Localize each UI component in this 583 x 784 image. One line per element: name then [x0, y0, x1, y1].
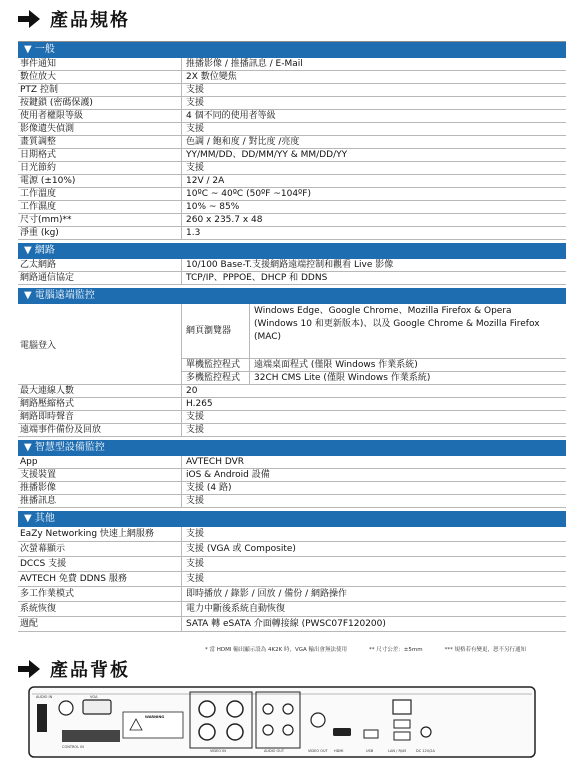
- spec-value: 支援 (VGA 或 Composite): [186, 544, 296, 554]
- browser-label: 網頁瀏覽器: [182, 304, 250, 358]
- spec-value: 1.3: [186, 228, 201, 238]
- audio-in-port: [37, 704, 47, 732]
- spec-label: EaZy Networking 快速上網服務: [18, 527, 182, 541]
- spec-row: [18, 272, 566, 285]
- pc-login-options: [182, 304, 566, 384]
- back-heading-text: 產品背板: [50, 660, 130, 681]
- spec-label: 影像遺失偵測: [18, 123, 182, 135]
- spec-value: 支援: [186, 425, 205, 435]
- spec-label: 支援裝置: [18, 469, 182, 481]
- control-in-label: CONTROL IN: [62, 745, 84, 749]
- spec-label: 電源 (±10%): [18, 175, 182, 187]
- spec-label: PTZ 控制: [18, 84, 182, 96]
- rca-port: [263, 704, 273, 714]
- spec-value: 支援: [186, 163, 205, 173]
- spec-label: 推播訊息: [18, 495, 182, 507]
- spec-row: [18, 214, 566, 227]
- spec-label: DCCS 支援: [18, 557, 182, 571]
- dc-label: DC 12V/2A: [416, 749, 435, 753]
- spec-label: 日期格式: [18, 149, 182, 161]
- arrow-right-icon: [18, 10, 40, 28]
- spec-value: 支援: [186, 559, 205, 569]
- spec-label: 系統恢復: [18, 602, 182, 616]
- footnotes: [205, 645, 526, 653]
- spec-value: 20: [186, 386, 198, 396]
- spec-row: [18, 587, 566, 602]
- terminal-block: [62, 730, 120, 742]
- spec-label: 乙太網路: [18, 259, 182, 271]
- audio-out-label: AUDIO OUT: [264, 749, 285, 753]
- footnote: *** 規格若有變更，恕不另行通知: [444, 647, 527, 653]
- spec-table: [18, 41, 566, 632]
- spec-label: 淨重 (kg): [18, 227, 182, 239]
- spec-label: 事件通知: [18, 58, 182, 70]
- footnote: ** 尺寸公差：±5mm: [368, 647, 423, 653]
- browser-value: [250, 304, 566, 358]
- single-monitor-row: [182, 359, 566, 372]
- spec-label: 推播影像: [18, 482, 182, 494]
- spec-label: 工作濕度: [18, 201, 182, 213]
- section-general: [18, 58, 566, 240]
- spec-value: 4 個不同的使用者等級: [186, 111, 276, 121]
- spec-row: [18, 84, 566, 97]
- bnc-port: [227, 724, 243, 740]
- bnc-port: [199, 724, 215, 740]
- back-heading: [18, 656, 130, 682]
- spec-value: 色調 / 飽和度 / 對比度 /亮度: [186, 137, 300, 147]
- spec-value: 支援: [186, 496, 205, 506]
- back-panel-illustration: [28, 686, 536, 758]
- spec-row: [18, 424, 566, 437]
- section-network: [18, 259, 566, 285]
- rca-port: [263, 725, 273, 735]
- spec-value: H.265: [186, 399, 213, 409]
- spec-value: YY/MM/DD、DD/MM/YY & MM/DD/YY: [186, 150, 348, 160]
- spec-value: 支援: [186, 124, 205, 134]
- browser-line: (MAC): [254, 332, 282, 342]
- spec-row: [18, 149, 566, 162]
- single-monitor-value: 遠端桌面程式 (僅限 Windows 作業系統): [254, 360, 418, 370]
- spec-label: 網路即時聲音: [18, 411, 182, 423]
- spec-value: 支援: [186, 412, 205, 422]
- spec-row: [18, 456, 566, 469]
- browser-line: Windows Edge、Google Chrome、Mozilla Firefox & Opera: [254, 306, 512, 316]
- spec-value: TCP/IP、PPPOE、DHCP 和 DDNS: [186, 273, 328, 283]
- spec-row: [18, 110, 566, 123]
- spec-label: 按鍵鎖 (密碼保護): [18, 97, 182, 109]
- lan-label: LAN / RJ45: [388, 749, 407, 753]
- section-remote: [18, 385, 566, 437]
- spec-row: [18, 542, 566, 557]
- section-other-header: ▼ 其他: [18, 511, 566, 527]
- spec-label: AVTECH 免費 DDNS 服務: [18, 572, 182, 586]
- spec-value: SATA 轉 eSATA 介面轉接線 (PWSC07F120200): [186, 619, 386, 629]
- spec-value: 12V / 2A: [186, 176, 225, 186]
- spec-value: 支援 (4 路): [186, 483, 232, 493]
- spec-row: [18, 385, 566, 398]
- bnc-port: [199, 701, 215, 717]
- usb-label: USB: [366, 749, 374, 753]
- spec-label: 使用者權限等級: [18, 110, 182, 122]
- spec-value: 10/100 Base-T.支援網路遠端控制和觀看 Live 影像: [186, 260, 394, 270]
- single-monitor-label: 單機監控程式: [182, 359, 250, 371]
- spec-row: [18, 259, 566, 272]
- pc-login-label: 電腦登入: [18, 304, 182, 384]
- arrow-right-icon: [18, 660, 40, 678]
- spec-heading: [18, 6, 130, 32]
- spec-row: [18, 201, 566, 214]
- rca-port: [283, 725, 293, 735]
- spec-value: 支援: [186, 98, 205, 108]
- spec-row: [18, 495, 566, 508]
- spec-label: 工作溫度: [18, 188, 182, 200]
- pc-login-row: [18, 304, 566, 385]
- multi-monitor-label: 多機監控程式: [182, 372, 250, 384]
- spec-value: 推播影像 / 推播訊息 / E-Mail: [186, 59, 303, 69]
- section-general-header: ▼ 一般: [18, 42, 566, 58]
- spec-label: 數位放大: [18, 71, 182, 83]
- spec-label: 網路通信協定: [18, 272, 182, 284]
- section-smart: [18, 456, 566, 508]
- spec-row: [18, 557, 566, 572]
- spec-row: [18, 227, 566, 240]
- video-out-port: [311, 713, 325, 727]
- section-smart-header: ▼ 智慧型設備監控: [18, 440, 566, 456]
- spec-row: [18, 123, 566, 136]
- spec-label: 日光節約: [18, 162, 182, 174]
- footnote: * 當 HDMI 輸出顯示設為 4K2K 時，VGA 輸出會無法使用: [205, 647, 347, 653]
- spec-row: [18, 617, 566, 632]
- spec-row: [18, 482, 566, 495]
- section-remote-header: ▼ 電腦遠端監控: [18, 288, 566, 304]
- vga-port: [83, 700, 111, 714]
- spec-row: [18, 71, 566, 84]
- spec-value: iOS & Android 設備: [186, 470, 270, 480]
- usb-port: [394, 732, 410, 740]
- spec-label: 次螢幕顯示: [18, 542, 182, 556]
- multi-monitor-row: [182, 372, 566, 384]
- spec-value: AVTECH DVR: [186, 457, 245, 467]
- spec-row: [18, 572, 566, 587]
- spec-row: [18, 175, 566, 188]
- spec-value: 支援: [186, 85, 205, 95]
- lan-port: [393, 700, 411, 714]
- spec-value: 電力中斷後系統自動恢復: [186, 604, 286, 614]
- audio-in-label: AUDIO IN: [36, 695, 53, 699]
- warning-text: WARNING: [145, 715, 165, 719]
- usb-port: [394, 720, 410, 728]
- spec-label: 週配: [18, 617, 182, 631]
- spec-row: [18, 97, 566, 110]
- spec-row: [18, 469, 566, 482]
- spec-row: [18, 527, 566, 542]
- video-out-label: VIDEO OUT: [308, 749, 328, 753]
- spec-row: [18, 58, 566, 71]
- bnc-port: [227, 701, 243, 717]
- spec-heading-text: 產品規格: [50, 10, 130, 31]
- audio-port: [59, 701, 73, 715]
- spec-value: 2X 數位變焦: [186, 72, 237, 82]
- spec-value: 支援: [186, 574, 205, 584]
- spec-row: [18, 136, 566, 149]
- spec-label: 畫質調整: [18, 136, 182, 148]
- spec-label: 尺寸(mm)**: [18, 214, 182, 226]
- spec-label: App: [18, 456, 182, 468]
- spec-label: 最大連線人數: [18, 385, 182, 397]
- browser-row: [182, 304, 566, 359]
- spec-value: 支援: [186, 529, 205, 539]
- hdmi-label: HDMI: [334, 749, 344, 753]
- spec-value: 10% ~ 85%: [186, 202, 240, 212]
- spec-row: [18, 188, 566, 201]
- spec-label: 網路壓縮格式: [18, 398, 182, 410]
- rca-port: [283, 704, 293, 714]
- spec-row: [18, 411, 566, 424]
- spec-label: 遠端事件備份及回放: [18, 424, 182, 436]
- spec-value: 260 x 235.7 x 48: [186, 215, 263, 225]
- usb-port: [364, 730, 378, 738]
- vga-label: VGA: [90, 695, 98, 699]
- spec-label: 多工作業模式: [18, 587, 182, 601]
- spec-row: [18, 162, 566, 175]
- section-other: [18, 527, 566, 632]
- video-in-label: VIDEO IN: [210, 749, 226, 753]
- spec-value: 即時播放 / 錄影 / 回放 / 備份 / 網路操作: [186, 589, 348, 599]
- browser-line: (Windows 10 和更新版本)、以及 Google Chrome & Mozilla Firefox: [254, 319, 540, 329]
- section-network-header: ▼ 網路: [18, 243, 566, 259]
- spec-row: [18, 602, 566, 617]
- spec-value: 10ºC ~ 40ºC (50ºF ~104ºF): [186, 189, 311, 199]
- multi-monitor-value: 32CH CMS Lite (僅限 Windows 作業系統): [254, 373, 431, 383]
- spec-row: [18, 398, 566, 411]
- dc-port: [421, 727, 431, 737]
- hdmi-port: [333, 728, 351, 736]
